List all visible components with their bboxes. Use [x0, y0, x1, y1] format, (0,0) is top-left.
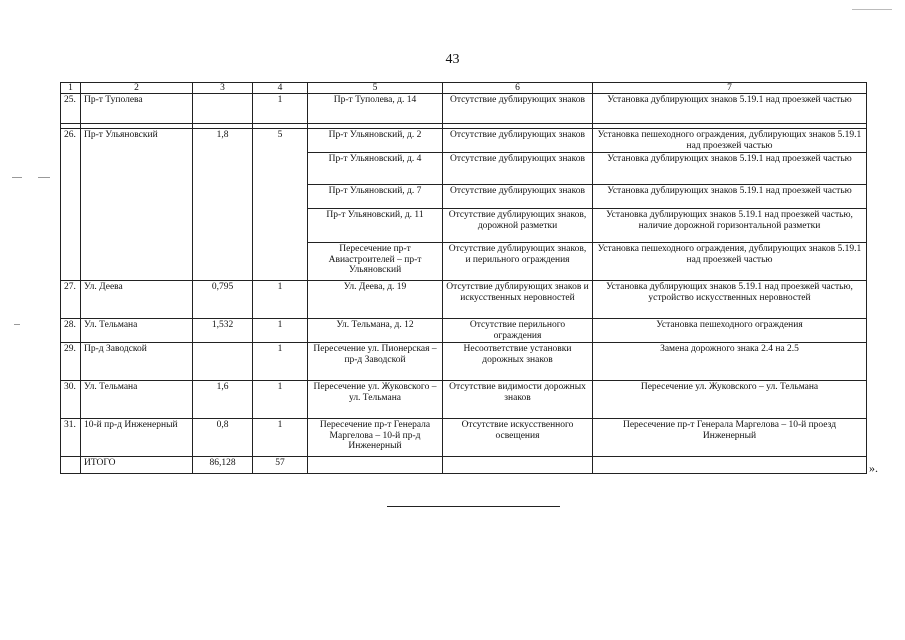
scan-speck — [14, 324, 20, 325]
street-cell: Пр-д Заводской — [81, 343, 193, 381]
table-row — [61, 94, 867, 124]
length-cell: 1,8 — [193, 129, 253, 281]
table-row — [61, 381, 867, 419]
table-row — [61, 343, 867, 381]
page-number: 43 — [445, 52, 460, 67]
total-row — [61, 457, 867, 474]
location-cell: Пересечение ул. Жуковского – ул. Тельмана — [308, 381, 443, 419]
measure-cell: Установка пешеходного ограждения — [593, 319, 867, 343]
measure-cell: Установка пешеходного ограждения, дублирующих знаков 5.19.1 над проезжей частью — [593, 129, 867, 153]
problem-cell: Отсутствие видимости дорожных знаков — [443, 381, 593, 419]
measure-cell: Установка дублирующих знаков 5.19.1 над проезжей частью — [593, 185, 867, 209]
length-cell: 0,795 — [193, 281, 253, 319]
problem-cell — [443, 457, 593, 474]
count-cell: 5 — [253, 129, 308, 281]
location-cell: Ул. Тельмана, д. 12 — [308, 319, 443, 343]
count-cell: 1 — [253, 381, 308, 419]
length-cell: 1,532 — [193, 319, 253, 343]
problem-cell: Отсутствие искусственного освещения — [443, 419, 593, 457]
bottom-rule-divider — [387, 506, 560, 507]
measure-cell: Пересечение пр-т Генерала Маргелова – 10-й проезд Инженерный — [593, 419, 867, 457]
location-cell: Пересечение ул. Пионерская – пр-д Заводской — [308, 343, 443, 381]
header-cell: 7 — [593, 83, 867, 94]
count-cell: 1 — [253, 319, 308, 343]
header-cell: 5 — [308, 83, 443, 94]
location-cell: Ул. Деева, д. 19 — [308, 281, 443, 319]
length-cell — [193, 94, 253, 124]
count-cell: 1 — [253, 94, 308, 124]
measure-cell: Установка дублирующих знаков 5.19.1 над проезжей частью, наличие дорожной горизонтальной разметки — [593, 209, 867, 243]
total-length: 86,128 — [193, 457, 253, 474]
location-cell: Пр-т Ульяновский, д. 7 — [308, 185, 443, 209]
measure-cell: Установка пешеходного ограждения, дублирующих знаков 5.19.1 над проезжей частью — [593, 243, 867, 281]
measure-cell: Замена дорожного знака 2.4 на 2.5 — [593, 343, 867, 381]
count-cell: 1 — [253, 343, 308, 381]
row-number: 28. — [61, 319, 81, 343]
header-cell: 4 — [253, 83, 308, 94]
street-cell: Ул. Тельмана — [81, 381, 193, 419]
roads-table — [60, 82, 867, 474]
measure-cell: Пересечение ул. Жуковского – ул. Тельмана — [593, 381, 867, 419]
problem-cell: Отсутствие дублирующих знаков, и перильного ограждения — [443, 243, 593, 281]
table-row — [61, 319, 867, 343]
scan-speck — [38, 177, 50, 178]
length-cell: 0,8 — [193, 419, 253, 457]
table-row — [61, 129, 867, 153]
problem-cell: Отсутствие дублирующих знаков — [443, 94, 593, 124]
street-cell: Ул. Тельмана — [81, 319, 193, 343]
location-cell: Пр-т Ульяновский, д. 2 — [308, 129, 443, 153]
location-cell: Пр-т Ульяновский, д. 11 — [308, 209, 443, 243]
row-number: 31. — [61, 419, 81, 457]
total-count: 57 — [253, 457, 308, 474]
problem-cell: Отсутствие дублирующих знаков — [443, 129, 593, 153]
row-number: 27. — [61, 281, 81, 319]
location-cell: Пересечение пр-т Генерала Маргелова – 10-й пр-д Инженерный — [308, 419, 443, 457]
location-cell: Пр-т Ульяновский, д. 4 — [308, 153, 443, 185]
table-row — [61, 419, 867, 457]
measure-cell: Установка дублирующих знаков 5.19.1 над проезжей частью — [593, 94, 867, 124]
closing-quote-mark: ». — [869, 461, 878, 475]
table-row — [61, 281, 867, 319]
length-cell — [193, 343, 253, 381]
count-cell: 1 — [253, 281, 308, 319]
count-cell: 1 — [253, 419, 308, 457]
row-number: 26. — [61, 129, 81, 281]
scan-speck — [12, 177, 22, 178]
problem-cell: Отсутствие дублирующих знаков и искусственных неровностей — [443, 281, 593, 319]
street-cell: Пр-т Ульяновский — [81, 129, 193, 281]
header-cell: 3 — [193, 83, 253, 94]
header-cell: 2 — [81, 83, 193, 94]
street-cell: 10-й пр-д Инженерный — [81, 419, 193, 457]
measure-cell: Установка дублирующих знаков 5.19.1 над проезжей частью — [593, 153, 867, 185]
location-cell: Пересечение пр-т Авиастроителей – пр-т Ульяновский — [308, 243, 443, 281]
header-cell: 1 — [61, 83, 81, 94]
problem-cell: Отсутствие дублирующих знаков — [443, 185, 593, 209]
street-cell: Пр-т Туполева — [81, 94, 193, 124]
row-number: 25. — [61, 94, 81, 124]
measure-cell: Установка дублирующих знаков 5.19.1 над проезжей частью, устройство искусственных неровностей — [593, 281, 867, 319]
table-header-row — [61, 83, 867, 94]
header-cell: 6 — [443, 83, 593, 94]
row-number: 29. — [61, 343, 81, 381]
total-label: ИТОГО — [81, 457, 193, 474]
row-number: 30. — [61, 381, 81, 419]
problem-cell: Отсутствие дублирующих знаков — [443, 153, 593, 185]
location-cell — [308, 457, 443, 474]
problem-cell: Несоответствие установки дорожных знаков — [443, 343, 593, 381]
row-number — [61, 457, 81, 474]
location-cell: Пр-т Туполева, д. 14 — [308, 94, 443, 124]
length-cell: 1,6 — [193, 381, 253, 419]
scan-speck — [852, 9, 892, 10]
problem-cell: Отсутствие дублирующих знаков, дорожной разметки — [443, 209, 593, 243]
street-cell: Ул. Деева — [81, 281, 193, 319]
problem-cell: Отсутствие перильного ограждения — [443, 319, 593, 343]
measure-cell — [593, 457, 867, 474]
